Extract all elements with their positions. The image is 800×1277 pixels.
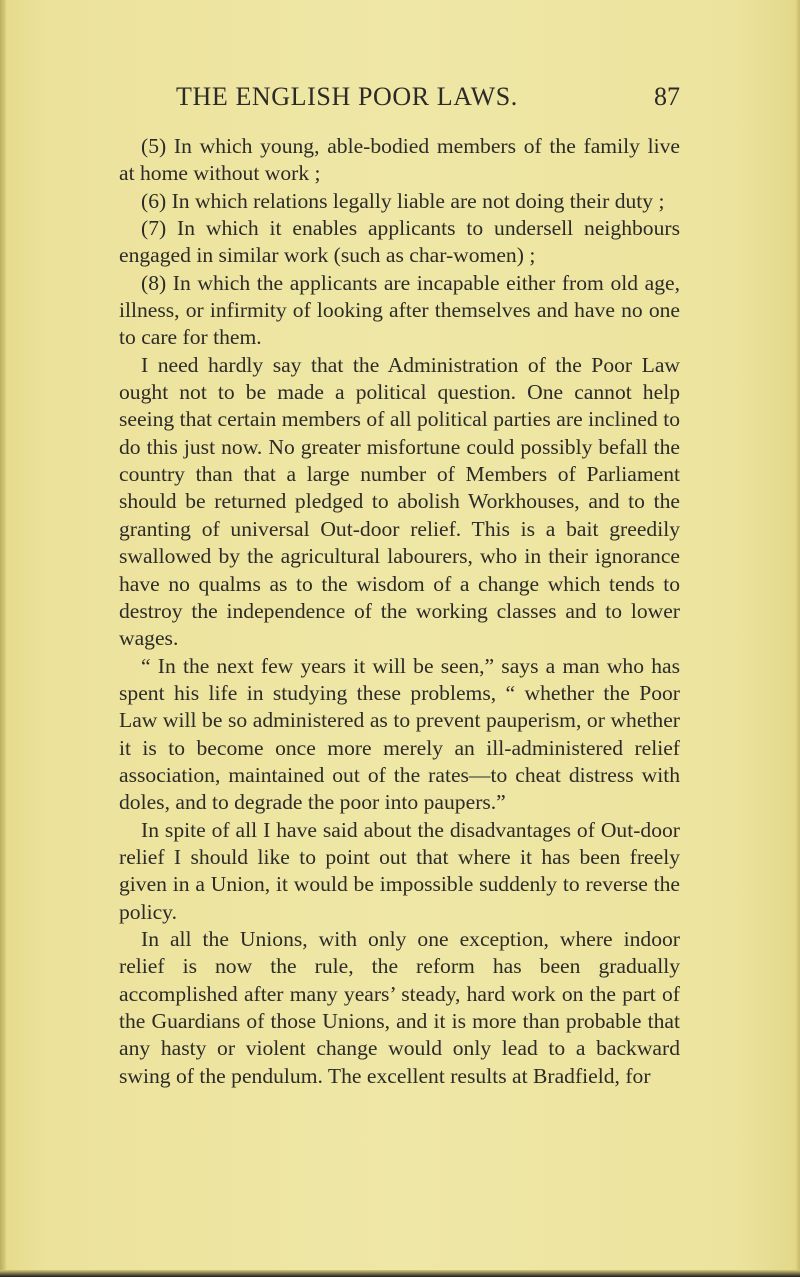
body-text [119, 133, 680, 1090]
page-edge-bottom [0, 1270, 800, 1277]
paragraph-item-8: (8) In which the applicants are incapable either from old age, illness, or infirmity of looking after themselves and have no one to care for them. [119, 270, 680, 350]
page-edge-right [796, 0, 800, 1277]
page-edge-left [0, 0, 6, 1277]
paragraph-quotation: “ In the next few years it will be seen,” says a man who has spent his life in studying these problems, “ whether the Poor Law will be so administered as to prevent pauperism, or whether it is to become once more merely an ill-administered relief association, maintained out of the rates—to cheat distress with doles, and to degrade the poor into paupers.” [119, 653, 680, 815]
page-header [176, 82, 680, 118]
page-number: 87 [654, 82, 680, 111]
paragraph-administration: I need hardly say that the Administration of the Poor Law ought not to be made a political question. One cannot help seeing that certain members of all political parties are inclined to do this just now. No greater misfortune could possibly befall the country than that a large number of Members of Parliament should be returned pledged to abolish Workhouses, and to the granting of universal Out-door relief. This is a bait greedily swallowed by the agricultural labourers, who in their ignorance have no qualms as to the wisdom of a change which tends to destroy the independence of the working classes and to lower wages. [119, 352, 680, 651]
running-head: THE ENGLISH POOR LAWS. [176, 82, 518, 111]
paragraph-unions: In all the Unions, with only one exception, where indoor relief is now the rule, the reform has been gradually accomplished after many years’ steady, hard work on the part of the Guardians of those Unions, and it is more than probable that any hasty or violent change would only lead to a backward swing of the pendulum. The excellent results at Bradfield, for [119, 926, 680, 1088]
paragraph-item-7: (7) In which it enables applicants to undersell neighbours engaged in similar work (such as char-women) ; [119, 216, 680, 268]
paragraph-item-5: (5) In which young, able-bodied members of the family live at home without work ; [119, 134, 680, 186]
paragraph-outdoor-relief: In spite of all I have said about the disadvantages of Out-door relief I should like to point out that where it has been freely given in a Union, it would be impossible suddenly to reverse the policy. [119, 817, 680, 924]
paragraph-item-6: (6) In which relations legally liable are not doing their duty ; [141, 188, 665, 213]
